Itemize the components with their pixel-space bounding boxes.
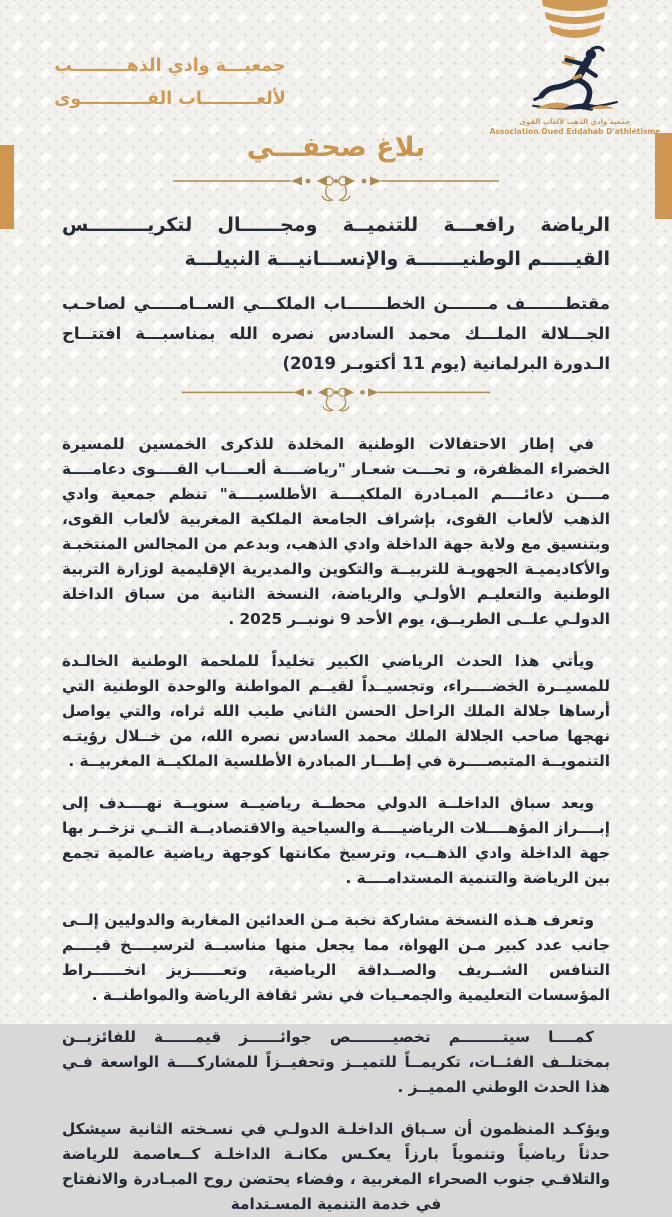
press-release-title: بلاغ صحفـــي — [246, 132, 426, 163]
paragraph-3: ويعد سباق الداخلــة الدولي محطــة رياضيــة سنويــة تهــــدف إلى إبــــراز المؤهــــلات الرياضيــــة والسياحية والاقتصاديــة التــي تزخــر بها جهة الداخلة وادي الذهــب، وترسيخ مكانتها كوجهة رياضية عالمية تجمع بين الرياضة والتنمية المستدامــــة . — [62, 794, 610, 887]
left-accent-bar — [0, 145, 14, 229]
ornamental-divider-icon — [62, 381, 610, 415]
document-body — [0, 208, 672, 1217]
association-logo — [486, 0, 664, 137]
ornamental-divider-icon — [0, 169, 672, 205]
logo-caption-arabic: جمعية وادي الذهب لألعاب القوى — [519, 118, 631, 126]
header — [0, 0, 672, 136]
paragraphs — [62, 432, 610, 1217]
organization-name-line1: جمعيـــة وادي الذهـــــــــب — [54, 56, 286, 76]
paragraph-1: في إطار الاحتفالات الوطنية المخلدة للذكرى الخمسين للمسيرة الخضراء المظفرة، و تحـــت شعـار "رياضــــة ألعــــاب القــــوى دعامــــة مــــن دعائــــم المبـادرة الملكيــــة الأطلسيــــة" تنظم جمعية وادي الذهب لألعاب القوى، بإشراف الجامعة الملكية المغربية لألعاب القوى، وبتنسيق مع ولاية جهة الداخلة وادي الذهب، وبدعم من المجالس المنتخبـة والأكاديميـة الجهويـة للتربيــة والتكوين والمديرية الإقليمية لوزارة التربية الوطنية والتعليـم الأولـي والرياضة، النسخة الثانية من سباق الداخلة الدولـي علــى الطريــق، يوم الأحد 9 نونبــر 2025 . — [62, 435, 610, 628]
logo-caption-latin: Association Oued Eddahab D'athlétisme — [489, 127, 661, 136]
right-accent-bar — [655, 133, 672, 219]
runner-dunes-icon — [499, 44, 651, 116]
paragraph-2: ويأتي هذا الحدث الرياضي الكبير تخليداً للملحمة الوطنية الخالـدة للمسيــرة الخضــــراء، وتجسيــداً لقيــم المواطنة والوحدة الوطنية التي أرساها جلالة الملك الراحل الحسن الثاني طيب الله ثراه، والتي يواصل نهجها صاحب الجلالة الملك محمد السادس نصره الله، من خــلال رؤيتـه التنمويــة المتبصــــرة في إطـــار المبادرة الأطلسية الملكيــة المغربيــة . — [62, 652, 610, 770]
paragraph-4: وتعرف هـذه النسخة مشاركة نخبة مـن العدائين المغاربة والدوليين إلــى جانب عدد كبير مـن الهواة، مما يجعل منها مناسبــة لترسيــــخ قيــــم التنافس الشــريف والصــداقة الرياضية، وتعــــــزيز انخــــــراط المؤسسات التعليمية والجمعـيات في نشر ثقافة الرياضة والمواطنــة . — [62, 911, 610, 1004]
paragraph-5: كمــــا سيتــــــــم تخصيــــــــص جوائــــــز قيمــــــة للفائزيــن بمختلــف الفئــات، تكريمــاً للتميــز وتحفيــزاً للمشاركــــة الواسعة فـي هذا الحدث الوطني المميــز . — [62, 1028, 610, 1096]
organization-name-line2: لألعـــــــــاب القـــــــــــوى — [54, 89, 286, 109]
headline: الرياضة رافعـــة للتنميــة ومجــــــال لتكريـــــــــس القيـــــم الوطنيـــــــة والإنســـانيـــة النبيلـــة — [62, 214, 610, 270]
crown-tent-icon — [538, 0, 612, 44]
subtitle: مقتطـــــــف مـــــــن الخطـــــــاب الملكـــي الســامـــــي لصاحـب الجـــلالة الملـــك محمد السادس نصره الله بمناسبـــة افتتــاح الـدورة البرلمانية (يوم 11 أكتوبـر 2019) — [62, 294, 610, 373]
paragraph-6: ويؤكـد المنظمون أن سـباق الداخلـة الدولـي في نسـخته الثانية سيشكل حدثاً رياضياً وتنموياً بارزاً يعكـس مكانـة الداخلـة كــعاصمة للرياضة والتلاقـي جنوب الصحراء المغربية ، وفضاء يحتضن روح المبـادرة والانفتاح في خدمة التنمية المسـتدامة — [62, 1120, 610, 1213]
organization-name — [36, 50, 304, 116]
